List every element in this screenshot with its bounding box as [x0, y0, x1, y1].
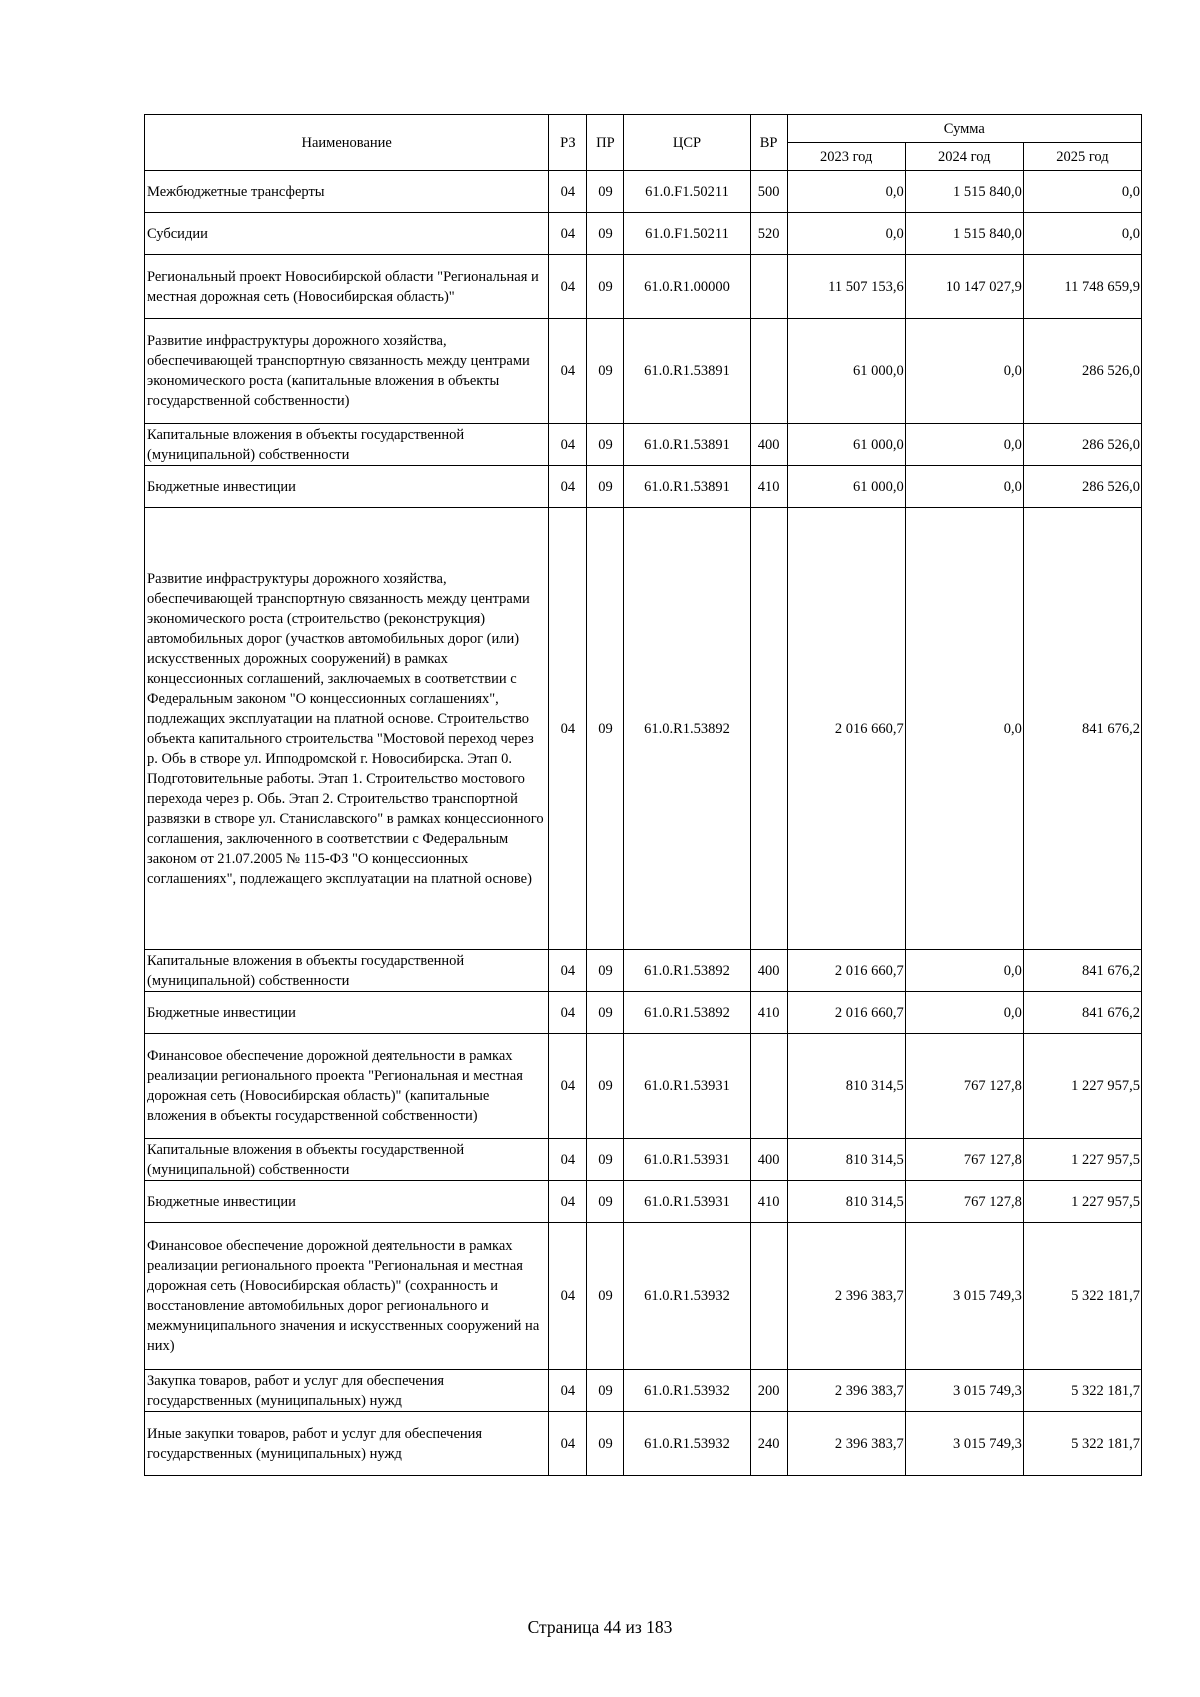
cell-pr: 09: [587, 424, 624, 466]
cell-name: Капитальные вложения в объекты государственной (муниципальной) собственности: [145, 950, 549, 992]
budget-table: [144, 114, 1142, 1476]
cell-csr: 61.0.R1.53932: [624, 1223, 750, 1370]
cell-y2024: 0,0: [905, 950, 1023, 992]
cell-rz: 04: [549, 1223, 587, 1370]
cell-pr: 09: [587, 1181, 624, 1223]
cell-y2024: 1 515 840,0: [905, 213, 1023, 255]
cell-vr: 400: [750, 1139, 787, 1181]
cell-name: Бюджетные инвестиции: [145, 466, 549, 508]
cell-y2024: 0,0: [905, 424, 1023, 466]
cell-vr: 520: [750, 213, 787, 255]
cell-rz: 04: [549, 508, 587, 950]
cell-y2025: 0,0: [1023, 213, 1141, 255]
table-row: [145, 950, 1142, 992]
cell-vr: 410: [750, 1181, 787, 1223]
cell-csr: 61.0.F1.50211: [624, 213, 750, 255]
cell-pr: 09: [587, 1223, 624, 1370]
cell-y2023: 2 016 660,7: [787, 950, 905, 992]
cell-rz: 04: [549, 1139, 587, 1181]
cell-pr: 09: [587, 255, 624, 319]
cell-rz: 04: [549, 424, 587, 466]
table-row: [145, 508, 1142, 950]
cell-y2024: 767 127,8: [905, 1034, 1023, 1139]
page-number: Страница 44 из 183: [527, 1617, 673, 1637]
cell-y2023: 2 396 383,7: [787, 1223, 905, 1370]
table-row: [145, 255, 1142, 319]
cell-vr: 240: [750, 1412, 787, 1476]
cell-y2024: 0,0: [905, 319, 1023, 424]
cell-y2023: 61 000,0: [787, 424, 905, 466]
cell-csr: 61.0.R1.53891: [624, 466, 750, 508]
cell-csr: 61.0.R1.53932: [624, 1370, 750, 1412]
cell-y2025: 286 526,0: [1023, 319, 1141, 424]
cell-pr: 09: [587, 213, 624, 255]
table-row: [145, 466, 1142, 508]
cell-vr: [750, 319, 787, 424]
cell-y2023: 810 314,5: [787, 1139, 905, 1181]
table-row: [145, 171, 1142, 213]
cell-vr: 410: [750, 992, 787, 1034]
cell-y2025: 286 526,0: [1023, 466, 1141, 508]
table-row: [145, 1181, 1142, 1223]
cell-y2025: 5 322 181,7: [1023, 1370, 1141, 1412]
cell-y2023: 2 016 660,7: [787, 992, 905, 1034]
cell-y2023: 810 314,5: [787, 1034, 905, 1139]
cell-rz: 04: [549, 1034, 587, 1139]
cell-vr: [750, 1223, 787, 1370]
cell-csr: 61.0.R1.53892: [624, 950, 750, 992]
cell-y2023: 2 016 660,7: [787, 508, 905, 950]
cell-rz: 04: [549, 1370, 587, 1412]
cell-y2024: 0,0: [905, 466, 1023, 508]
cell-rz: 04: [549, 319, 587, 424]
table-row: [145, 424, 1142, 466]
cell-y2025: 841 676,2: [1023, 950, 1141, 992]
cell-vr: [750, 508, 787, 950]
cell-name: Капитальные вложения в объекты государственной (муниципальной) собственности: [145, 1139, 549, 1181]
cell-csr: 61.0.R1.53931: [624, 1139, 750, 1181]
cell-csr: 61.0.R1.53891: [624, 424, 750, 466]
cell-vr: [750, 255, 787, 319]
cell-csr: 61.0.R1.53892: [624, 508, 750, 950]
cell-pr: 09: [587, 1034, 624, 1139]
header-sum: Сумма: [787, 115, 1141, 143]
cell-y2025: 0,0: [1023, 171, 1141, 213]
cell-name: Капитальные вложения в объекты государственной (муниципальной) собственности: [145, 424, 549, 466]
table-row: [145, 1412, 1142, 1476]
table-row: [145, 1370, 1142, 1412]
table-row: [145, 1139, 1142, 1181]
cell-y2023: 2 396 383,7: [787, 1412, 905, 1476]
cell-rz: 04: [549, 466, 587, 508]
cell-y2024: 10 147 027,9: [905, 255, 1023, 319]
cell-csr: 61.0.R1.53891: [624, 319, 750, 424]
cell-pr: 09: [587, 508, 624, 950]
cell-vr: [750, 1034, 787, 1139]
header-rz: РЗ: [549, 115, 587, 171]
cell-pr: 09: [587, 1412, 624, 1476]
cell-pr: 09: [587, 992, 624, 1034]
cell-rz: 04: [549, 1181, 587, 1223]
cell-y2025: 5 322 181,7: [1023, 1223, 1141, 1370]
cell-y2025: 1 227 957,5: [1023, 1139, 1141, 1181]
cell-y2024: 3 015 749,3: [905, 1223, 1023, 1370]
table-body: [145, 171, 1142, 1476]
cell-vr: 500: [750, 171, 787, 213]
cell-vr: 400: [750, 424, 787, 466]
cell-rz: 04: [549, 1412, 587, 1476]
table-row: [145, 319, 1142, 424]
cell-name: Бюджетные инвестиции: [145, 1181, 549, 1223]
cell-pr: 09: [587, 1370, 624, 1412]
header-pr: ПР: [587, 115, 624, 171]
cell-y2025: 286 526,0: [1023, 424, 1141, 466]
cell-pr: 09: [587, 950, 624, 992]
cell-rz: 04: [549, 255, 587, 319]
cell-pr: 09: [587, 1139, 624, 1181]
cell-y2023: 0,0: [787, 213, 905, 255]
cell-pr: 09: [587, 466, 624, 508]
cell-y2024: 767 127,8: [905, 1139, 1023, 1181]
cell-name: Финансовое обеспечение дорожной деятельности в рамках реализации регионального проекта "Региональная и местная дорожная сеть (Новосибирская область)" (капитальные вложения в объекты государственной собственности): [145, 1034, 549, 1139]
header-vr: ВР: [750, 115, 787, 171]
cell-y2025: 11 748 659,9: [1023, 255, 1141, 319]
cell-name: Финансовое обеспечение дорожной деятельности в рамках реализации регионального проекта "Региональная и местная дорожная сеть (Новосибирская область)" (сохранность и восстановление автомобильных дорог регионального и межмуниципального значения и искусственных сооружений на них): [145, 1223, 549, 1370]
cell-rz: 04: [549, 992, 587, 1034]
header-name: Наименование: [145, 115, 549, 171]
cell-name: Развитие инфраструктуры дорожного хозяйства, обеспечивающей транспортную связанность между центрами экономического роста (строительство (реконструкция) автомобильных дорог (участков автомобильных дорог (или) искусственных дорожных сооружений) в рамках концессионных соглашений, заключаемых в соответствии с Федеральным законом "О концессионных соглашениях", подлежащих эксплуатации на платной основе. Строительство объекта капитального строительства "Мостовой переход через р. Обь в створе ул. Ипподромской г. Новосибирска. Этап 0. Подготовительные работы. Этап 1. Строительство мостового перехода через р. Обь. Этап 2. Строительство транспортной развязки в створе ул. Станиславского" в рамках концессионного соглашения, заключенного в соответствии с Федеральным законом от 21.07.2005 № 115-ФЗ "О концессионных соглашениях", подлежащего эксплуатации на платной основе): [145, 508, 549, 950]
cell-y2024: 1 515 840,0: [905, 171, 1023, 213]
cell-name: Субсидии: [145, 213, 549, 255]
cell-rz: 04: [549, 171, 587, 213]
cell-y2024: 767 127,8: [905, 1181, 1023, 1223]
cell-csr: 61.0.R1.53932: [624, 1412, 750, 1476]
cell-vr: 410: [750, 466, 787, 508]
cell-name: Иные закупки товаров, работ и услуг для обеспечения государственных (муниципальных) нужд: [145, 1412, 549, 1476]
cell-csr: 61.0.F1.50211: [624, 171, 750, 213]
cell-rz: 04: [549, 950, 587, 992]
cell-name: Бюджетные инвестиции: [145, 992, 549, 1034]
cell-y2023: 11 507 153,6: [787, 255, 905, 319]
cell-name: Региональный проект Новосибирской области "Региональная и местная дорожная сеть (Новосибирская область)": [145, 255, 549, 319]
table-row: [145, 1223, 1142, 1370]
cell-vr: 400: [750, 950, 787, 992]
cell-csr: 61.0.R1.53931: [624, 1181, 750, 1223]
cell-y2023: 61 000,0: [787, 319, 905, 424]
table-row: [145, 1034, 1142, 1139]
cell-y2025: 841 676,2: [1023, 508, 1141, 950]
cell-y2023: 2 396 383,7: [787, 1370, 905, 1412]
cell-y2024: 3 015 749,3: [905, 1370, 1023, 1412]
cell-pr: 09: [587, 171, 624, 213]
cell-name: Закупка товаров, работ и услуг для обеспечения государственных (муниципальных) нужд: [145, 1370, 549, 1412]
cell-csr: 61.0.R1.53931: [624, 1034, 750, 1139]
cell-y2025: 1 227 957,5: [1023, 1181, 1141, 1223]
header-csr: ЦСР: [624, 115, 750, 171]
cell-y2023: 810 314,5: [787, 1181, 905, 1223]
header-2024: 2024 год: [905, 143, 1023, 171]
cell-name: Межбюджетные трансферты: [145, 171, 549, 213]
cell-name: Развитие инфраструктуры дорожного хозяйства, обеспечивающей транспортную связанность между центрами экономического роста (капитальные вложения в объекты государственной собственности): [145, 319, 549, 424]
cell-y2023: 0,0: [787, 171, 905, 213]
cell-y2025: 5 322 181,7: [1023, 1412, 1141, 1476]
cell-csr: 61.0.R1.00000: [624, 255, 750, 319]
cell-y2025: 841 676,2: [1023, 992, 1141, 1034]
cell-y2024: 3 015 749,3: [905, 1412, 1023, 1476]
cell-y2023: 61 000,0: [787, 466, 905, 508]
header-2023: 2023 год: [787, 143, 905, 171]
table-row: [145, 992, 1142, 1034]
cell-vr: 200: [750, 1370, 787, 1412]
cell-rz: 04: [549, 213, 587, 255]
cell-csr: 61.0.R1.53892: [624, 992, 750, 1034]
cell-pr: 09: [587, 319, 624, 424]
table-row: [145, 213, 1142, 255]
header-2025: 2025 год: [1023, 143, 1141, 171]
cell-y2024: 0,0: [905, 992, 1023, 1034]
cell-y2024: 0,0: [905, 508, 1023, 950]
cell-y2025: 1 227 957,5: [1023, 1034, 1141, 1139]
